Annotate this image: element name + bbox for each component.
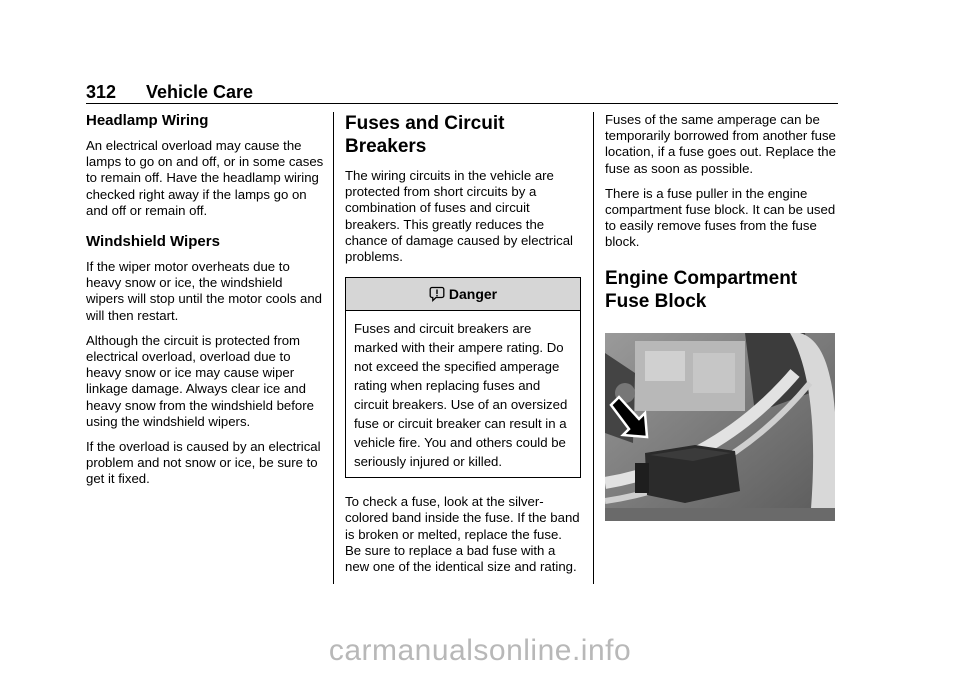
- section-title: Vehicle Care: [146, 82, 254, 102]
- danger-box: [345, 277, 581, 478]
- fuses-paragraph-3: Fuses of the same amperage can be temporarily borrowed from another fuse location, if a fuse goes out. Replace the fuse as soon as possible.: [605, 112, 836, 176]
- column-middle: [345, 112, 581, 584]
- engine-fuse-block-heading: Engine Compartment Fuse Block: [605, 267, 798, 312]
- header-rule: [86, 103, 838, 104]
- watermark: carmanualsonline.info: [328, 634, 632, 667]
- column-left: [86, 112, 324, 497]
- column-divider-1: [333, 112, 334, 584]
- fuses-breakers-heading: Fuses and Circuit Breakers: [345, 113, 505, 157]
- danger-header: [346, 278, 580, 311]
- page-header: [86, 82, 838, 104]
- column-right: [605, 112, 839, 323]
- fuses-paragraph-1: The wiring circuits in the vehicle are protected from short circuits by a combination of fuses and circuit breakers. This greatly reduces the chance of damage caused by electrical problems.: [345, 168, 573, 265]
- wipers-paragraph-2: Although the circuit is protected from electrical overload, overload due to heavy snow or ice may cause wiper linkage damage. Always clear ice and heavy snow from the windshield before using the windshield wipers.: [86, 332, 314, 429]
- danger-text: Fuses and circuit breakers are marked with their ampere rating. Do not exceed the specified amperage rating when replacing fuses and circuit breakers. Use of an oversized fuse or circuit breaker can result in a vehicle fire. You and others could be seriously injured or killed.: [354, 321, 568, 470]
- headlamp-wiring-heading: Headlamp Wiring: [86, 112, 209, 129]
- warning-speech-bubble-icon: [429, 286, 445, 302]
- headlamp-paragraph: An electrical overload may cause the lamps to go on and off, or in some cases to remain off. Have the headlamp wiring checked right away if the lamps go on and off or remain off.: [86, 138, 324, 218]
- column-divider-2: [593, 112, 594, 584]
- wipers-paragraph-3: If the overload is caused by an electrical problem and not snow or ice, be sure to get it fixed.: [86, 439, 321, 487]
- windshield-wipers-heading: Windshield Wipers: [86, 233, 220, 251]
- wipers-paragraph-1: If the wiper motor overheats due to heavy snow or ice, the windshield wipers will stop until the motor cools and will then restart.: [86, 259, 323, 323]
- fuses-paragraph-4: There is a fuse puller in the engine compartment fuse block. It can be used to easily remove fuses from the fuse block.: [605, 185, 836, 250]
- fuses-paragraph-2: To check a fuse, look at the silver-colored band inside the fuse. If the band is broken or melted, replace the fuse. Be sure to replace a bad fuse with a new one of the identical size and rating.: [345, 494, 580, 575]
- engine-compartment-photo: [605, 333, 835, 521]
- page-number: 312: [86, 82, 117, 102]
- danger-label: Danger: [448, 286, 498, 303]
